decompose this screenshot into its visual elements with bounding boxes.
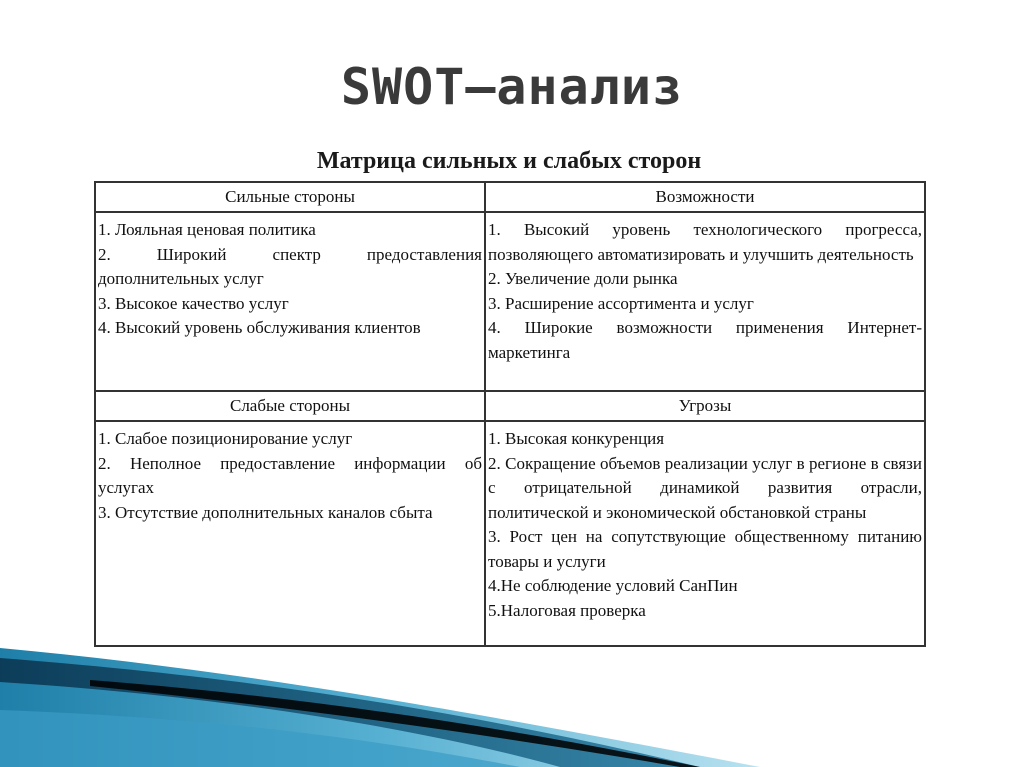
weakness-item: 1. Слабое позиционирование услуг xyxy=(98,429,353,448)
threat-item: 4.Не соблюдение условий СанПин xyxy=(488,576,738,595)
opportunity-item: 2. Увеличение доли рынка xyxy=(488,269,678,288)
opportunity-item: 3. Расширение ассортимента и услуг xyxy=(488,293,754,313)
strength-item: 4. Высокий уровень обслуживания клиентов xyxy=(98,318,421,337)
weakness-item: 2. Неполное предоставление информации об услугах xyxy=(98,453,482,497)
strengths-header: Сильные стороны xyxy=(95,182,485,212)
slide-title: SWOT–анализ xyxy=(340,58,684,116)
opportunities-header: Возможности xyxy=(485,182,925,212)
strength-item: 3. Высокое качество услуг xyxy=(98,293,289,313)
decorative-swoosh xyxy=(0,600,1024,767)
opportunity-item: 1. Высокий уровень технологического прогресса, позволяющего автоматизировать и улучшить деятельность xyxy=(488,220,922,264)
swot-table xyxy=(94,181,926,647)
opportunities-cell xyxy=(485,212,925,391)
threat-item: 1. Высокая конкуренция xyxy=(488,429,665,448)
threat-item: 3. Рост цен на сопутствующие общественному питанию товары и услуги xyxy=(488,527,922,571)
matrix-title: Матрица сильных и слабых сторон xyxy=(316,148,702,174)
opportunity-item: 4. Широкие возможности применения Интернет-маркетинга xyxy=(488,318,922,362)
strength-item: 1. Лояльная ценовая политика xyxy=(98,220,316,239)
strengths-cell xyxy=(95,212,485,391)
threats-header: Угрозы xyxy=(485,391,925,421)
threat-item: 2. Сокращение объемов реализации услуг в регионе в связи с отрицательной динамикой развития отрасли, политической и экономической обстановкой страны xyxy=(488,453,922,522)
threat-item: 5.Налоговая проверка xyxy=(488,600,646,620)
weaknesses-header: Слабые стороны xyxy=(95,391,485,421)
weakness-item: 3. Отсутствие дополнительных каналов сбыта xyxy=(98,502,433,522)
strength-item: 2. Широкий спектр предоставления дополнительных услуг xyxy=(98,244,482,288)
